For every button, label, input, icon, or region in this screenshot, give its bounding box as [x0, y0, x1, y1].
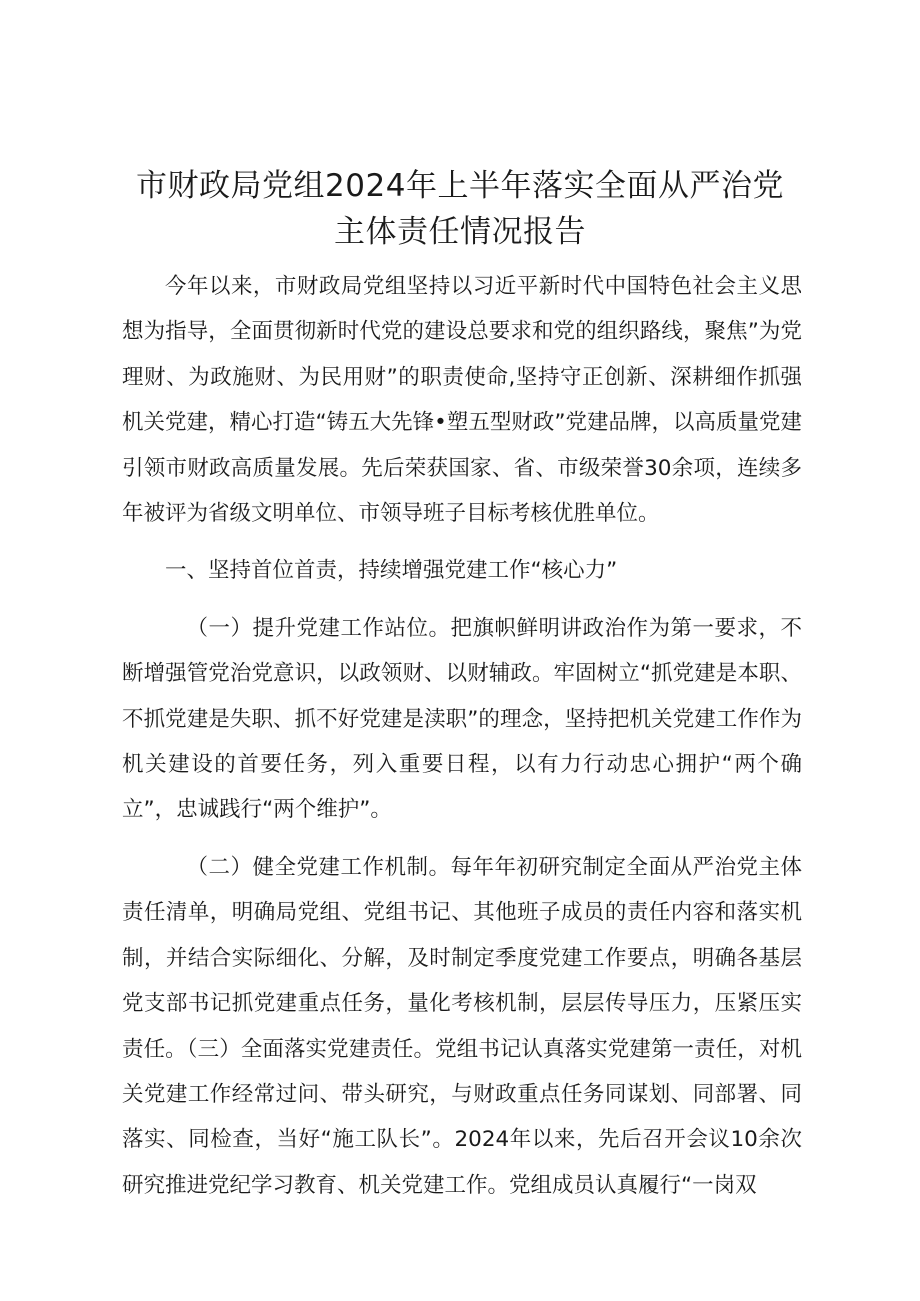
paragraph-intro: 今年以来，市财政局党组坚持以习近平新时代中国特色社会主义思想为指导，全面贯彻新时代党的建设总要求和党的组织路线，聚焦”为党理财、为政施财、为民用财”的职责使命,坚持守正创新、深耕细作抓强机关党建，精心打造“铸五大先锋•塑五型财政”党建品牌，以高质量党建引领市财政高质量发展。先后荣获国家、省、市级荣誉30余项，连续多年被评为省级文明单位、市领导班子目标考核优胜单位。	[122, 274, 802, 527]
paragraph-item-1: （一）提升党建工作站位。把旗帜鲜明讲政治作为第一要求，不断增强管党治党意识，以政领财、以财辅政。牢固树立“抓党建是本职、不抓党建是失职、抓不好党建是渎职”的理念，坚持把机关党建工作作为机关建设的首要任务，列入重要日程，以有力行动忠心拥护“两个确立”，忠诚践行“两个维护”。	[122, 615, 802, 823]
section-heading-1: 一、坚持首位首责，持续增强党建工作“核心力”	[165, 558, 618, 584]
document-title-line-2: 主体责任情况报告	[334, 214, 586, 250]
document-body	[122, 264, 802, 1208]
document-title-line-1: 市财政局党组2024年上半年落实全面从严治党	[136, 168, 784, 204]
paragraph-item-2: （二）健全党建工作机制。每年年初研究制定全面从严治党主体责任清单，明确局党组、党组书记、其他班子成员的责任内容和落实机制，并结合实际细化、分解，及时制定季度党建工作要点，明确各基层党支部书记抓党建重点任务，量化考核机制，层层传导压力，压紧压实责任。（三）全面落实党建责任。党组书记认真落实党建第一责任，对机关党建工作经常过问、带头研究，与财政重点任务同谋划、同部署、同落实、同检查，当好“施工队长”。2024年以来，先后召开会议10余次研究推进党纪学习教育、机关党建工作。党组成员认真履行“一岗双	[122, 854, 802, 1198]
